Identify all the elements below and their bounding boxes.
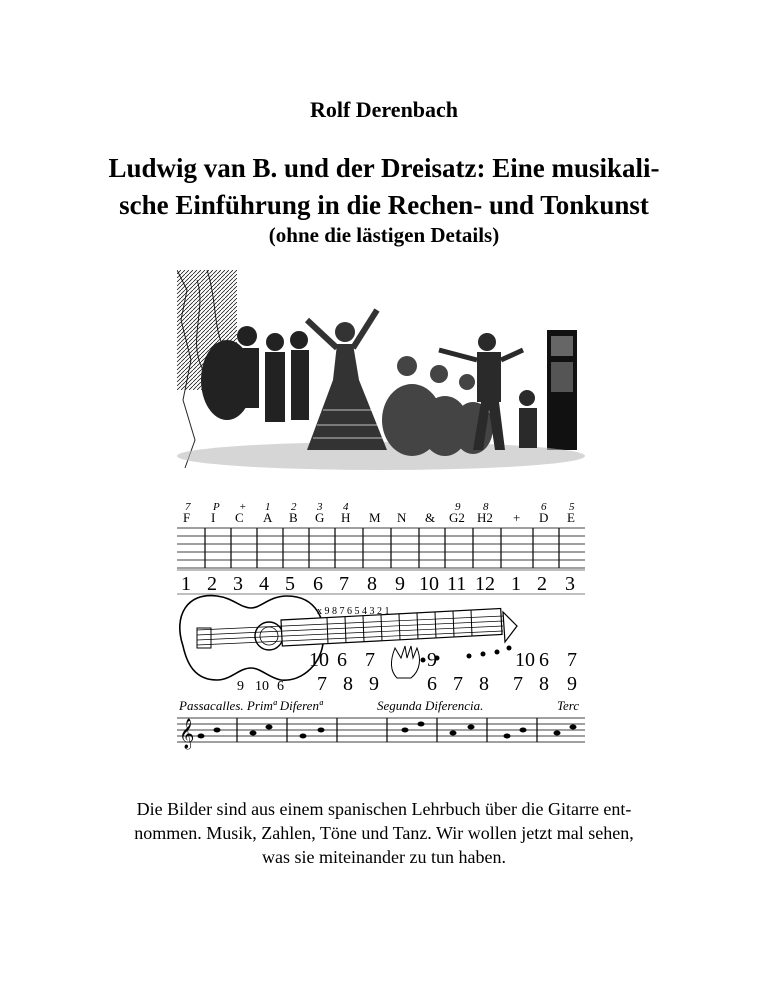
chart-number: 10 [419, 573, 439, 595]
svg-text:6: 6 [337, 649, 347, 671]
chart-header-letter: G2 [449, 510, 465, 525]
chart-header-letter: E [567, 510, 575, 525]
chart-number: 1 [181, 573, 191, 595]
chart-number: 6 [313, 573, 323, 595]
svg-text:10: 10 [255, 679, 269, 694]
chart-header-letter: D [539, 510, 549, 525]
chart-header-letter: M [369, 510, 381, 525]
chart-header-letter: + [513, 510, 521, 525]
chart-number: 12 [475, 573, 495, 595]
chart-number: 5 [285, 573, 295, 595]
svg-text:10: 10 [309, 649, 329, 671]
title-line-2: sche Einführung in die Rechen- und Tonkunst [119, 190, 649, 220]
svg-text:7: 7 [567, 649, 577, 671]
chart-top-digit: 7 [185, 501, 191, 513]
svg-text:9: 9 [369, 673, 379, 695]
chart-header-letter: N [397, 510, 407, 525]
chart-top-digit: + [239, 501, 247, 513]
chart-header-letter: & [425, 510, 436, 525]
chart-number: 7 [339, 573, 349, 595]
chart-number: 1 [511, 573, 521, 595]
caption-line-1: Die Bilder sind aus einem spanischen Lehrbuch über die Gitarre ent- [136, 799, 632, 819]
figure-caption [72, 797, 696, 869]
chart-number: 2 [207, 573, 217, 595]
chart-top-digit: 6 [541, 501, 547, 513]
chart-header-letter: I [211, 510, 216, 525]
engraving-illustration [177, 270, 585, 756]
chart-header-letter: F [183, 510, 191, 525]
chart-top-digit: 1 [265, 501, 271, 513]
svg-text:6: 6 [539, 649, 549, 671]
chart-top-digit: 4 [343, 501, 349, 513]
author-name: Rolf Derenbach [309, 97, 459, 122]
engraving-svg [177, 270, 585, 756]
svg-text:9: 9 [237, 679, 244, 694]
chart-top-digit: P [213, 501, 220, 513]
chart-header-letter: H2 [477, 510, 493, 525]
title-line-1: Ludwig van B. und der Dreisatz: Eine musikali- [108, 153, 660, 183]
chart-number: 11 [447, 573, 467, 595]
chart-number: 9 [395, 573, 405, 595]
svg-text:9: 9 [427, 649, 437, 671]
chart-top-digit: 9 [455, 501, 461, 513]
svg-text:7: 7 [453, 673, 463, 695]
passacalles-label-2: Segunda Diferencia. [377, 698, 484, 713]
passacalles-label-1: Passacalles. Primª Diferenª [179, 698, 323, 713]
chart-number: 4 [259, 573, 269, 595]
dance-scene [177, 270, 585, 470]
caption-line-2: nommen. Musik, Zahlen, Töne und Tanz. Wir wollen jetzt mal sehen, [134, 823, 634, 843]
svg-text:10: 10 [515, 649, 535, 671]
document-subtitle: (ohne die lästigen Details) [268, 223, 500, 247]
passacalles-label-3: Terc [557, 698, 580, 713]
svg-text:7: 7 [513, 673, 523, 695]
chart-header-letter: C [235, 510, 244, 525]
chart-header-letter: A [263, 510, 273, 525]
chart-top-digit: 3 [317, 501, 323, 513]
guitar-chart [177, 498, 585, 756]
svg-text:7: 7 [317, 673, 327, 695]
document-title [60, 150, 708, 224]
chart-number: 3 [233, 573, 243, 595]
chart-top-digit: 5 [569, 501, 575, 513]
chart-number: 8 [367, 573, 377, 595]
svg-text:8: 8 [343, 673, 353, 695]
caption-line-3: was sie miteinander zu tun haben. [262, 847, 506, 867]
chart-top-digit: 2 [291, 501, 297, 513]
chart-top-digit: 8 [483, 501, 489, 513]
svg-text:9: 9 [567, 673, 577, 695]
chart-header-letter: B [289, 510, 298, 525]
chart-header-letter: G [315, 510, 325, 525]
chart-number: 2 [537, 573, 547, 595]
svg-text:8: 8 [539, 673, 549, 695]
svg-text:𝄞: 𝄞 [179, 719, 195, 748]
chart-header-letter: H [341, 510, 351, 525]
chart-number: 3 [565, 573, 575, 595]
fret-numbers: x 9 8 7 6 5 4 3 2 1 [317, 606, 390, 617]
svg-text:6: 6 [277, 679, 284, 694]
svg-text:8: 8 [479, 673, 489, 695]
svg-text:7: 7 [365, 649, 375, 671]
svg-text:6: 6 [427, 673, 437, 695]
